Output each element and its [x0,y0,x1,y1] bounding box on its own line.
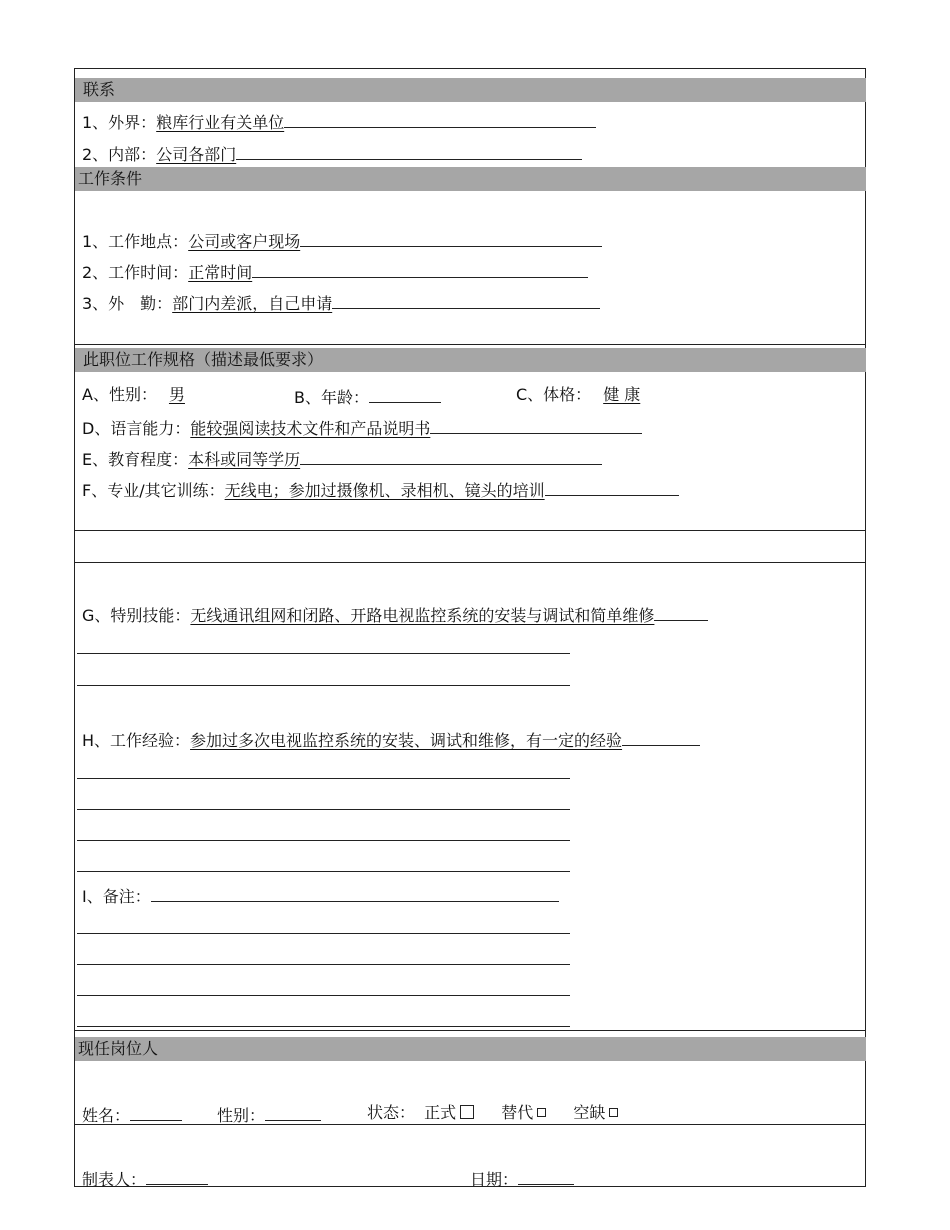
time-value[interactable]: 正常时间 [188,263,253,282]
incumbent-gender-field [217,1103,321,1126]
internal-value[interactable]: 公司各部门 [156,145,237,164]
skills-fill-line [654,603,708,621]
external-fill-line [284,110,596,128]
physique-value[interactable]: 健 康 [603,385,641,404]
external-label: 1、外界： [82,113,157,132]
date-input-line[interactable] [518,1167,574,1185]
blank-line[interactable] [77,964,570,965]
location-fill-line [300,229,602,247]
status-field [367,1103,618,1123]
language-row [82,416,642,439]
time-label: 2、工作时间： [82,263,189,282]
incumbent-gender-label: 性别： [217,1106,266,1125]
name-input-line[interactable] [130,1103,182,1121]
skills-row [82,603,708,626]
physique-label: C、体格： [516,385,592,404]
training-label: F、专业/其它训练： [82,481,225,500]
field-value[interactable]: 部门内差派，自己申请 [172,294,333,313]
training-fill-line [545,478,679,496]
incumbent-header [75,1037,866,1061]
status-formal-label: 正式 [424,1103,457,1122]
experience-label: H、工作经验： [82,731,191,750]
training-value[interactable]: 无线电；参加过摄像机、录相机、镜头的培训 [224,481,545,500]
field-fill-line [332,291,600,309]
remarks-input-line[interactable] [151,884,559,902]
preparer-field [82,1167,208,1190]
gender-label: A、性别： [82,385,157,404]
blank-line[interactable] [77,840,570,841]
blank-line[interactable] [77,685,570,686]
education-value[interactable]: 本科或同等学历 [188,450,301,469]
blank-line[interactable] [77,995,570,996]
preparer-label: 制表人： [82,1170,147,1189]
remarks-label: I、备注： [82,887,151,906]
preparer-input-line[interactable] [146,1167,208,1185]
age-label: B、年龄： [294,388,369,407]
status-vacant-label: 空缺 [573,1103,606,1122]
conditions-header [75,167,866,191]
conditions-field-row [82,291,600,314]
section-divider [75,562,866,563]
incumbent-gender-input-line[interactable] [265,1103,321,1121]
section-divider [75,530,866,531]
blank-line[interactable] [77,871,570,872]
gender-field [82,385,199,405]
contact-external-row [82,110,596,133]
specs-header-text: 此职位工作规格（描述最低要求） [83,350,324,369]
education-label: E、教育程度： [82,450,189,469]
status-label: 状态： [367,1103,416,1122]
location-value[interactable]: 公司或客户现场 [188,232,301,251]
education-fill-line [300,447,602,465]
time-fill-line [252,260,588,278]
date-label: 日期： [470,1170,519,1189]
section-divider [75,344,866,345]
contact-internal-row [82,142,582,165]
training-row [82,478,679,501]
section-divider [75,1124,866,1125]
language-value[interactable]: 能较强阅读技术文件和产品说明书 [190,419,431,438]
incumbent-name-field [82,1103,182,1126]
incumbent-header-text: 现任岗位人 [78,1039,159,1058]
language-label: D、语言能力： [82,419,191,438]
name-label: 姓名： [82,1106,131,1125]
experience-row [82,728,700,751]
skills-value[interactable]: 无线通讯组网和闭路、开路电视监控系统的安装与调试和简单维修 [190,606,655,625]
gender-value[interactable]: 男 [168,385,185,404]
internal-label: 2、内部： [82,145,157,164]
remarks-row [82,884,559,907]
contact-header [75,78,866,102]
status-formal-checkbox[interactable] [460,1105,474,1119]
external-value[interactable]: 粮库行业有关单位 [156,113,285,132]
blank-line[interactable] [77,933,570,934]
conditions-location-row [82,229,602,252]
age-field [294,385,441,408]
physique-field [516,385,650,405]
experience-fill-line [622,728,700,746]
experience-value[interactable]: 参加过多次电视监控系统的安装、调试和维修，有一定的经验 [190,731,623,750]
location-label: 1、工作地点： [82,232,189,251]
internal-fill-line [236,142,582,160]
blank-line[interactable] [77,1026,570,1027]
specs-header [75,348,866,372]
conditions-header-text: 工作条件 [78,169,143,188]
blank-line[interactable] [77,653,570,654]
age-input-line[interactable] [369,385,441,403]
blank-line[interactable] [77,809,570,810]
field-label: 3、外 勤： [82,294,173,313]
contact-header-text: 联系 [83,80,116,99]
language-fill-line [430,416,642,434]
status-vacant-checkbox[interactable] [609,1108,618,1117]
status-substitute-checkbox[interactable] [537,1108,546,1117]
education-row [82,447,602,470]
section-divider [75,1030,866,1031]
blank-line[interactable] [77,778,570,779]
conditions-time-row [82,260,588,283]
status-substitute-label: 替代 [501,1103,534,1122]
skills-label: G、特别技能： [82,606,191,625]
date-field [470,1167,574,1190]
